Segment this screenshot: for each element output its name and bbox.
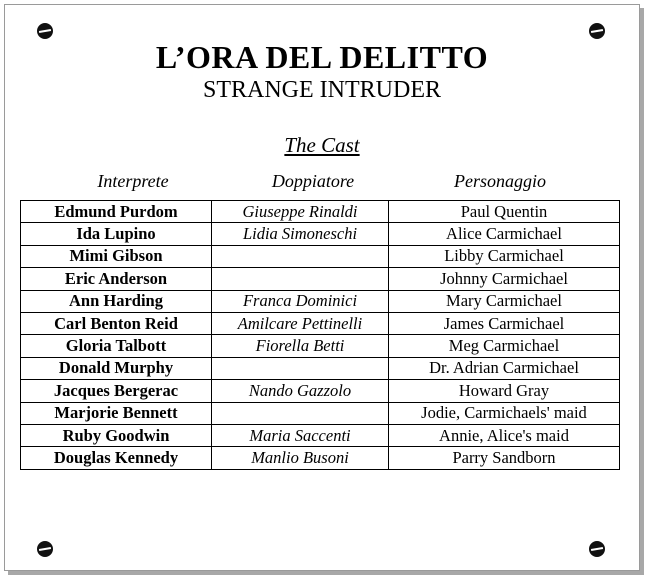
actor-cell: Eric Anderson [21, 268, 212, 290]
actor-cell: Carl Benton Reid [21, 312, 212, 334]
dubber-cell: Nando Gazzolo [212, 380, 389, 402]
table-row [21, 223, 620, 245]
character-cell: Howard Gray [389, 380, 620, 402]
actor-cell: Ann Harding [21, 290, 212, 312]
dubber-cell: Franca Dominici [212, 290, 389, 312]
column-header-interprete: Interprete [97, 171, 169, 191]
character-cell: Annie, Alice's maid [389, 424, 620, 446]
character-cell: Mary Carmichael [389, 290, 620, 312]
dubber-cell [212, 245, 389, 267]
character-cell: Paul Quentin [389, 201, 620, 223]
actor-cell: Edmund Purdom [21, 201, 212, 223]
actor-cell: Douglas Kennedy [21, 447, 212, 469]
dubber-cell: Manlio Busoni [212, 447, 389, 469]
dubber-cell: Lidia Simoneschi [212, 223, 389, 245]
table-row [21, 245, 620, 267]
column-header-doppiatore: Doppiatore [271, 171, 355, 191]
table-row [21, 312, 620, 334]
character-cell: Jodie, Carmichaels' maid [389, 402, 620, 424]
character-cell: Alice Carmichael [389, 223, 620, 245]
character-cell: Dr. Adrian Carmichael [389, 357, 620, 379]
table-row [21, 335, 620, 357]
table-row [21, 201, 620, 223]
dubber-cell [212, 357, 389, 379]
table-row [21, 357, 620, 379]
actor-cell: Mimi Gibson [21, 245, 212, 267]
dubber-cell: Fiorella Betti [212, 335, 389, 357]
cast-plaque [4, 4, 640, 571]
screw-icon [37, 541, 53, 557]
page-title: L’ORA DEL DELITTO [155, 39, 489, 75]
screw-icon [589, 541, 605, 557]
table-row [21, 380, 620, 402]
column-header-personaggio: Personaggio [454, 171, 546, 191]
table-row [21, 424, 620, 446]
screw-icon [37, 23, 53, 39]
dubber-cell: Maria Saccenti [212, 424, 389, 446]
table-row [21, 290, 620, 312]
table-row [21, 447, 620, 469]
actor-cell: Jacques Bergerac [21, 380, 212, 402]
character-cell: Johnny Carmichael [389, 268, 620, 290]
cast-heading: The Cast [284, 133, 360, 157]
character-cell: Libby Carmichael [389, 245, 620, 267]
actor-cell: Ruby Goodwin [21, 424, 212, 446]
actor-cell: Donald Murphy [21, 357, 212, 379]
actor-cell: Gloria Talbott [21, 335, 212, 357]
dubber-cell: Giuseppe Rinaldi [212, 201, 389, 223]
dubber-cell [212, 402, 389, 424]
character-cell: Parry Sandborn [389, 447, 620, 469]
dubber-cell [212, 268, 389, 290]
character-cell: Meg Carmichael [389, 335, 620, 357]
page-subtitle: STRANGE INTRUDER [203, 77, 441, 103]
actor-cell: Ida Lupino [21, 223, 212, 245]
table-row [21, 402, 620, 424]
screw-icon [589, 23, 605, 39]
cast-table [20, 200, 620, 470]
table-row [21, 268, 620, 290]
actor-cell: Marjorie Bennett [21, 402, 212, 424]
dubber-cell: Amilcare Pettinelli [212, 312, 389, 334]
character-cell: James Carmichael [389, 312, 620, 334]
